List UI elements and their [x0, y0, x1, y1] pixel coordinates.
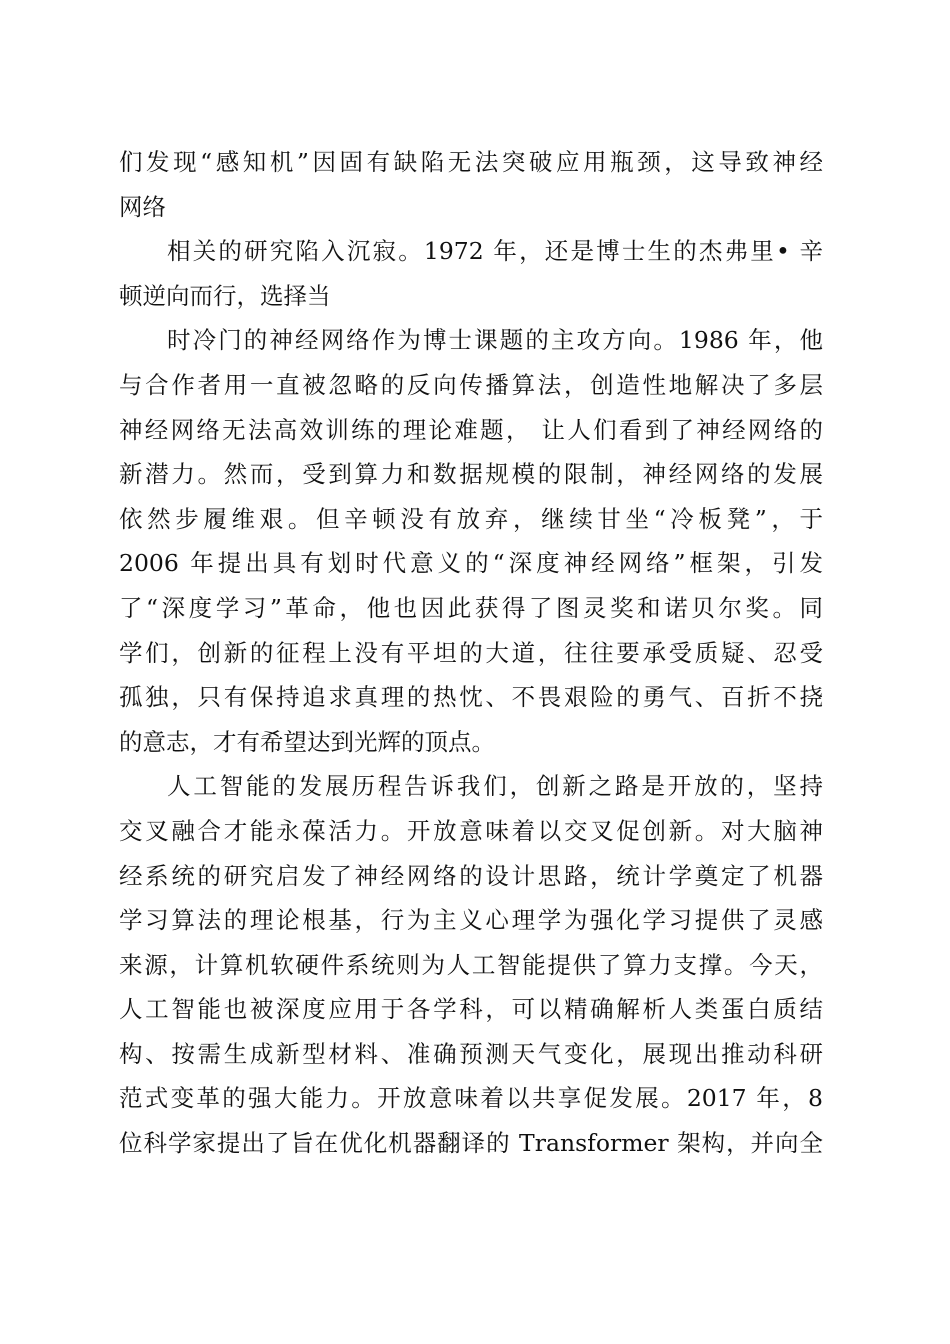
text-line: 交叉融合才能永葆活力。开放意味着以交叉促创新。对大脑神 [119, 816, 823, 845]
text-line: 位科学家提出了旨在优化机器翻译的 Transformer 架构，并向全 [119, 1129, 823, 1158]
text-line: 网络 [119, 192, 166, 221]
text-line: 了“深度学习”革命，他也因此获得了图灵奖和诺贝尔奖。同 [119, 593, 823, 622]
text-line: 们发现“感知机”因固有缺陷无法突破应用瓶颈，这导致神经 [119, 148, 823, 176]
text-line: 学们，创新的征程上没有平坦的大道，往往要承受质疑、忍受 [119, 638, 823, 667]
text-line: 学习算法的理论根基，行为主义心理学为强化学习提供了灵感 [119, 906, 823, 935]
text-line: 与合作者用一直被忽略的反向传播算法，创造性地解决了多层 [119, 370, 823, 399]
body-text [119, 140, 823, 1166]
text-line: 相关的研究陷入沉寂。1972 年，还是博士生的杰弗里• 辛 [167, 237, 823, 266]
text-line: 范式变革的强大能力。开放意味着以共享促发展。2017 年，8 [119, 1084, 823, 1113]
text-line: 新潜力。然而，受到算力和数据规模的限制，神经网络的发展 [119, 460, 823, 489]
text-line: 孤独，只有保持追求真理的热忱、不畏艰险的勇气、百折不挠 [119, 683, 823, 712]
text-line: 时冷门的神经网络作为博士课题的主攻方向。1986 年，他 [167, 326, 823, 355]
text-line: 人工智能也被深度应用于各学科，可以精确解析人类蛋白质结 [119, 995, 823, 1024]
text-line: 的意志，才有希望达到光辉的顶点。 [119, 727, 495, 756]
text-line: 2006 年提出具有划时代意义的“深度神经网络”框架，引发 [119, 549, 823, 578]
text-line: 人工智能的发展历程告诉我们，创新之路是开放的，坚持 [167, 772, 823, 801]
text-line: 来源，计算机软硬件系统则为人工智能提供了算力支撑。今天， [119, 950, 823, 979]
text-line: 构、按需生成新型材料、准确预测天气变化，展现出推动科研 [119, 1039, 823, 1068]
text-line: 神经网络无法高效训练的理论难题， 让人们看到了神经网络的 [119, 415, 823, 444]
text-line: 经系统的研究启发了神经网络的设计思路，统计学奠定了机器 [119, 861, 823, 890]
text-line: 顿逆向而行，选择当 [119, 281, 331, 310]
text-line: 依然步履维艰。但辛顿没有放弃，继续甘坐“冷板凳”，于 [119, 504, 823, 533]
